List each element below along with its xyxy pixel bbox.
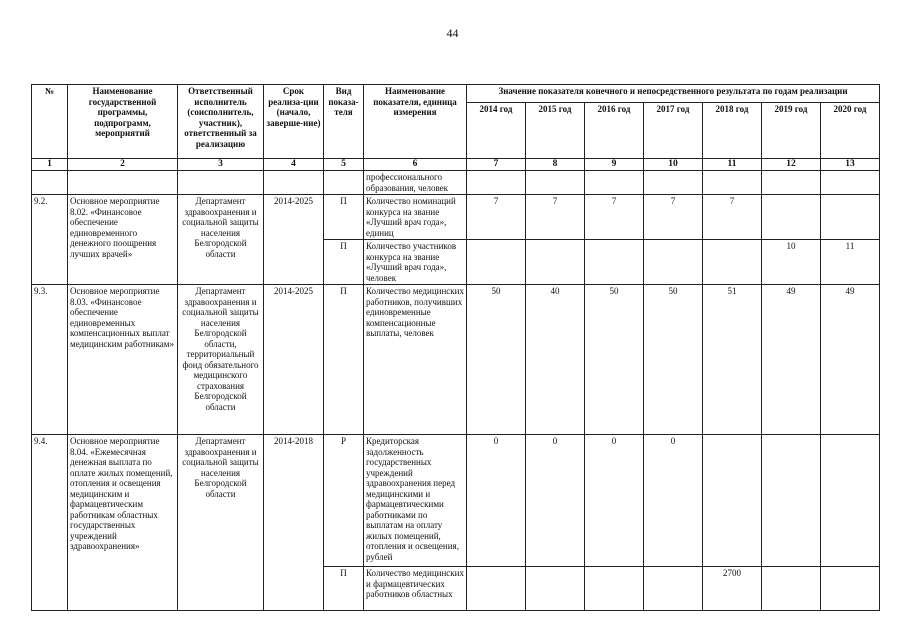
responsible: Департамент здравоохранения и социальной защиты населения Белгородской области [178, 195, 264, 285]
column-number: 7 [467, 159, 526, 171]
value-cell [526, 567, 585, 611]
value-cell: 2700 [703, 567, 762, 611]
header-year: 2019 год [762, 103, 821, 159]
measure-name: Основное мероприятие 8.02. «Финансовое обеспечение единовременного денежного поощрения лучших врачей» [68, 195, 178, 285]
value-cell: 7 [585, 195, 644, 240]
indicator-name: Количество медицинских работников, получивших единовременные компенсационные выплаты, человек [364, 285, 467, 435]
value-cell: 7 [526, 195, 585, 240]
value-cell: 49 [762, 285, 821, 435]
value-cell [644, 567, 703, 611]
table-row [32, 171, 880, 195]
indicator-name: профессионального образования, человек [364, 171, 467, 195]
header-indicator-type: Вид показа-теля [324, 85, 364, 159]
header-year: 2020 год [821, 103, 880, 159]
header-indicator-name: Наименование показателя, единица измерения [364, 85, 467, 159]
value-cell: 0 [526, 435, 585, 567]
value-cell [821, 567, 880, 611]
column-number: 5 [324, 159, 364, 171]
value-cell [821, 435, 880, 567]
value-cell: 50 [585, 285, 644, 435]
row-number: 9.4. [32, 435, 68, 611]
value-cell: 50 [644, 285, 703, 435]
indicator-type: П [324, 285, 364, 435]
table-row [32, 435, 880, 567]
header-year: 2018 год [703, 103, 762, 159]
page-number: 44 [446, 26, 459, 40]
value-cell: 0 [585, 435, 644, 567]
indicator-name: Количество медицинских и фармацевтических работников областных [364, 567, 467, 611]
header-year: 2014 год [467, 103, 526, 159]
value-cell [762, 567, 821, 611]
header-year: 2015 год [526, 103, 585, 159]
column-number: 11 [703, 159, 762, 171]
column-number: 4 [264, 159, 324, 171]
value-cell: 49 [821, 285, 880, 435]
indicator-type: П [324, 195, 364, 240]
column-number: 9 [585, 159, 644, 171]
value-cell: 40 [526, 285, 585, 435]
row-number: 9.2. [32, 195, 68, 285]
value-cell [762, 195, 821, 240]
header-program-name: Наименование государственной программы, подпрограмм, мероприятий [68, 85, 178, 159]
value-cell [467, 567, 526, 611]
column-number: 12 [762, 159, 821, 171]
value-cell: 51 [703, 285, 762, 435]
header-year: 2016 год [585, 103, 644, 159]
indicator-type: П [324, 567, 364, 611]
responsible: Департамент здравоохранения и социальной защиты населения Белгородской области, территориальный фонд обязательного медицинского страхования Белгородской области [178, 285, 264, 435]
indicator-type: Р [324, 435, 364, 567]
value-cell [644, 240, 703, 285]
column-number: 6 [364, 159, 467, 171]
column-number: 8 [526, 159, 585, 171]
responsible: Департамент здравоохранения и социальной защиты населения Белгородской области [178, 435, 264, 611]
header-year: 2017 год [644, 103, 703, 159]
column-number: 1 [32, 159, 68, 171]
value-cell [467, 240, 526, 285]
value-cell: 7 [644, 195, 703, 240]
value-cell [703, 435, 762, 567]
indicator-name: Кредиторская задолженность государственных учреждений здравоохранения перед медицинскими и фармацевтическими работниками по выплатам на оплату жилых помещений, отопления и освещения, рублей [364, 435, 467, 567]
value-cell: 7 [703, 195, 762, 240]
measure-name: Основное мероприятие 8.04. «Ежемесячная денежная выплата по оплате жилых помещений, отопления и освещения медицинским и фармацевтическим работникам областных государственных учреждений здравоохранения» [68, 435, 178, 611]
table-row [32, 195, 880, 240]
value-cell [585, 567, 644, 611]
term: 2014-2025 [264, 285, 324, 435]
indicator-name: Количество участников конкурса на звание «Лучший врач года», человек [364, 240, 467, 285]
column-number: 3 [178, 159, 264, 171]
value-cell [703, 240, 762, 285]
value-cell: 50 [467, 285, 526, 435]
value-cell: 0 [467, 435, 526, 567]
value-cell [585, 240, 644, 285]
value-cell: 7 [467, 195, 526, 240]
header-responsible: Ответственный исполнитель (соисполнитель, участник), ответственный за реализацию [178, 85, 264, 159]
value-cell [762, 435, 821, 567]
column-number: 2 [68, 159, 178, 171]
term: 2014-2025 [264, 195, 324, 285]
indicators-table [31, 84, 880, 611]
header-term: Срок реализа-ции (начало, заверше-ние) [264, 85, 324, 159]
column-number: 13 [821, 159, 880, 171]
table-row [32, 285, 880, 435]
row-number: 9.3. [32, 285, 68, 435]
term: 2014-2018 [264, 435, 324, 611]
value-cell [526, 240, 585, 285]
header-values: Значение показателя конечного и непосредственного результата по годам реализации [467, 85, 880, 103]
value-cell: 0 [644, 435, 703, 567]
indicator-name: Количество номинаций конкурса на звание «Лучший врач года», единиц [364, 195, 467, 240]
value-cell [821, 195, 880, 240]
value-cell: 10 [762, 240, 821, 285]
measure-name: Основное мероприятие 8.03. «Финансовое обеспечение единовременных компенсационных выплат медицинским работникам» [68, 285, 178, 435]
header-no: № [32, 85, 68, 159]
indicator-type: П [324, 240, 364, 285]
value-cell: 11 [821, 240, 880, 285]
column-number: 10 [644, 159, 703, 171]
